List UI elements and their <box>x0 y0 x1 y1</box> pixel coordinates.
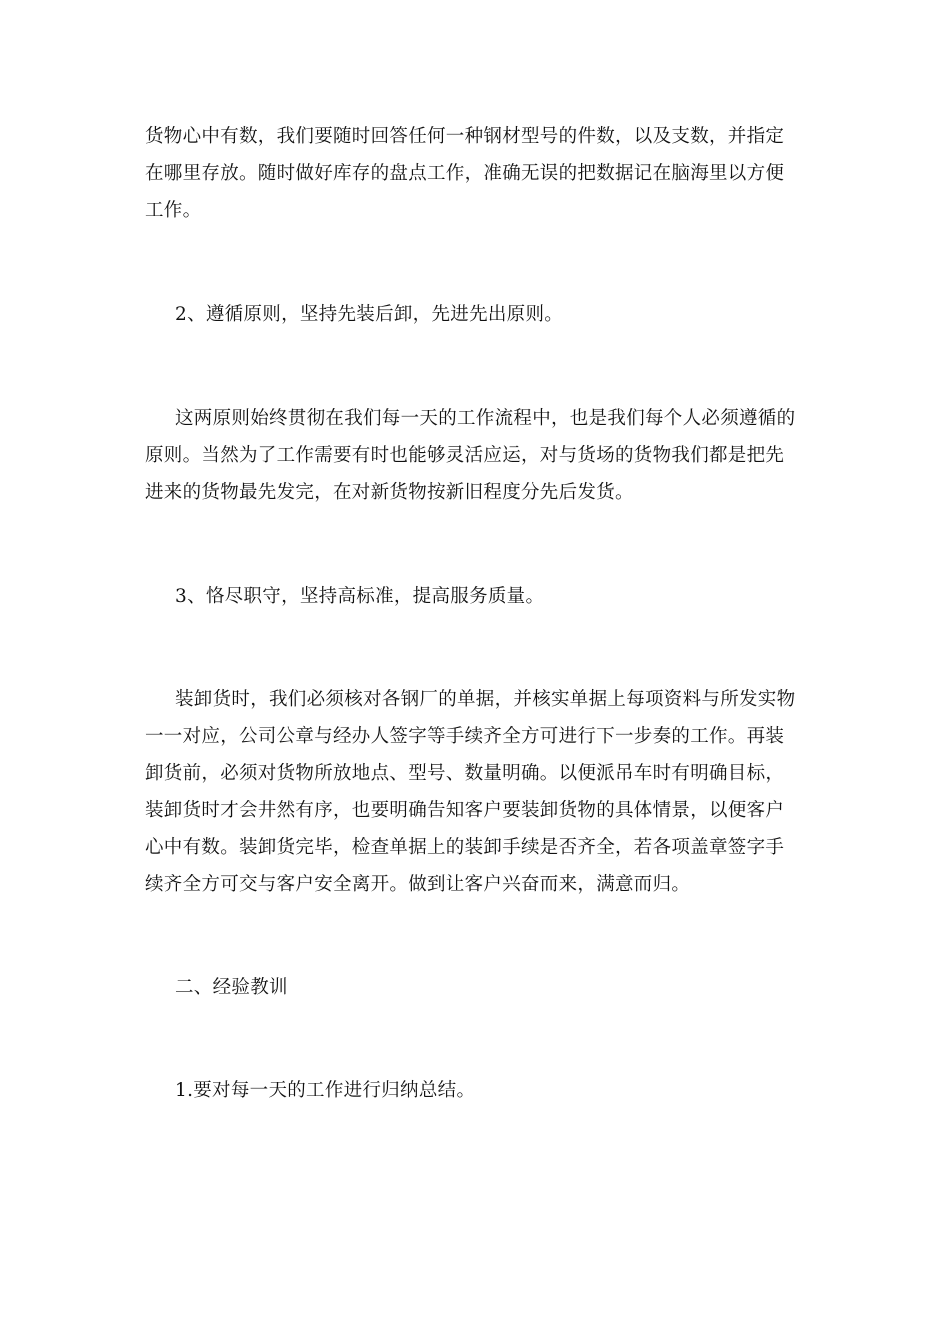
paragraph-principles <box>145 400 810 511</box>
section-heading-text: 二、经验教训 <box>175 977 288 998</box>
text-line: 货物心中有数，我们要随时回答任何一种钢材型号的件数，以及支数，并指定 <box>145 126 785 147</box>
paragraph-loading <box>145 681 810 903</box>
section-heading-lessons <box>145 969 810 1006</box>
list-item-1 <box>145 1072 810 1109</box>
heading-principle-3 <box>145 578 810 615</box>
heading-text: 3、恪尽职守，坚持高标准，提高服务质量。 <box>175 586 545 607</box>
list-item-text: 1.要对每一天的工作进行归纳总结。 <box>175 1080 476 1101</box>
text-line: 一一对应，公司公章与经办人签字等手续齐全方可进行下一步奏的工作。再装 <box>145 726 785 747</box>
text-line: 工作。 <box>145 200 202 221</box>
text-line: 装卸货时，我们必须核对各钢厂的单据，并核实单据上每项资料与所发实物 <box>175 689 796 710</box>
text-line: 心中有数。装卸货完毕，检查单据上的装卸手续是否齐全，若各项盖章签字手 <box>145 837 785 858</box>
text-line: 进来的货物最先发完，在对新货物按新旧程度分先后发货。 <box>145 482 634 503</box>
text-line: 这两原则始终贯彻在我们每一天的工作流程中，也是我们每个人必须遵循的 <box>175 408 796 429</box>
text-line: 卸货前，必须对货物所放地点、型号、数量明确。以便派吊车时有明确目标， <box>145 763 785 784</box>
paragraph-inventory <box>145 118 810 229</box>
text-line: 装卸货时才会井然有序，也要明确告知客户要装卸货物的具体情景，以便客户 <box>145 800 785 821</box>
text-line: 续齐全方可交与客户安全离开。做到让客户兴奋而来，满意而归。 <box>145 874 691 895</box>
heading-principle-2 <box>145 296 810 333</box>
heading-text: 2、遵循原则，坚持先装后卸，先进先出原则。 <box>175 304 564 325</box>
text-line: 原则。当然为了工作需要有时也能够灵活应运，对与货场的货物我们都是把先 <box>145 445 785 466</box>
text-line: 在哪里存放。随时做好库存的盘点工作，准确无误的把数据记在脑海里以方便 <box>145 163 785 184</box>
